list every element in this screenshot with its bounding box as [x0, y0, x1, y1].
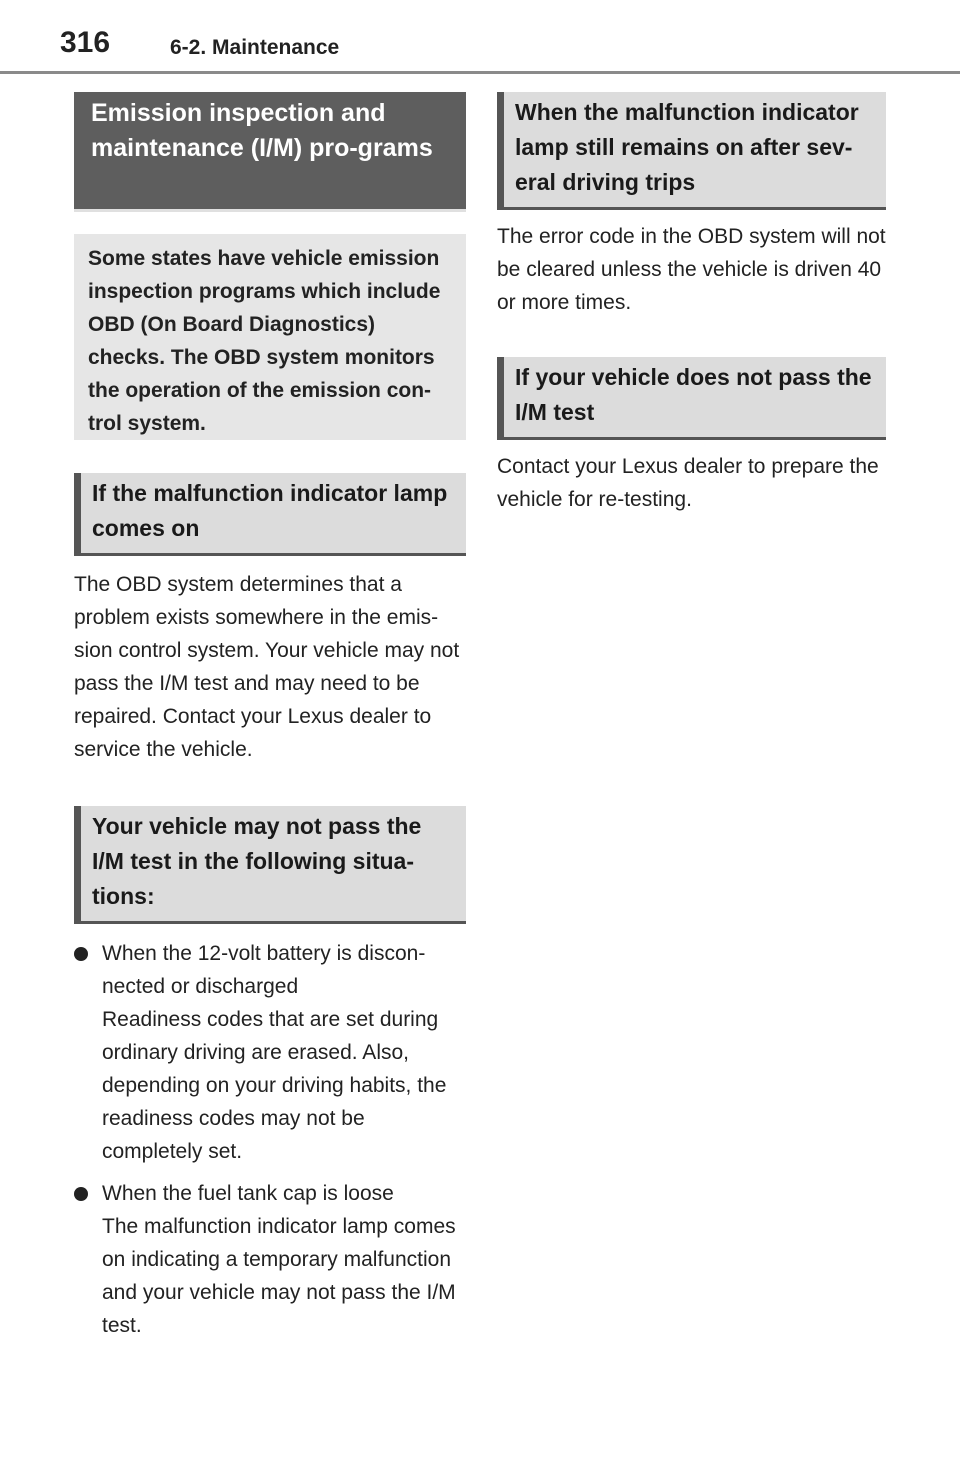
heading-may-not-pass: Your vehicle may not pass the I/M test in the following situa-tions:	[74, 806, 466, 924]
bullet-detail: The malfunction indicator lamp comes on indicating a temporary malfunction and your vehicle may not pass the I/M test.	[102, 1215, 456, 1337]
heading-lamp-remains-on: When the malfunction indicator lamp still remains on after sev-eral driving trips	[497, 92, 886, 210]
bullet-title: When the fuel tank cap is loose	[102, 1182, 394, 1205]
header-rule	[0, 71, 960, 74]
paragraph-malfunction-lamp: The OBD system determines that a problem exists somewhere in the emis-sion control system. Your vehicle may not pass the I/M test and may need to be repaired. Contact your Lexus dealer to service the vehicle.	[74, 573, 460, 761]
left-column	[74, 92, 466, 1342]
bullet-item-fuel-cap	[74, 1177, 466, 1342]
intro-box: Some states have vehicle emission inspection programs which include OBD (On Board Diagnostics) checks. The OBD system monitors the operation of the emission con-trol system.	[74, 234, 466, 440]
section-title: 6-2. Maintenance	[170, 36, 340, 59]
bullet-detail: Readiness codes that are set during ordinary driving are erased. Also, depending on your driving habits, the readiness codes may not be completely set.	[102, 1008, 447, 1163]
heading-does-not-pass: If your vehicle does not pass the I/M test	[497, 357, 886, 440]
bullet-icon	[74, 1187, 88, 1201]
paragraph-does-not-pass: Contact your Lexus dealer to prepare the vehicle for re-testing.	[497, 455, 879, 511]
bullet-icon	[74, 947, 88, 961]
bullet-item-battery	[74, 937, 466, 1168]
heading-malfunction-lamp: If the malfunction indicator lamp comes on	[74, 473, 466, 556]
paragraph-lamp-remains-on: The error code in the OBD system will not be cleared unless the vehicle is driven 40 or more times.	[497, 225, 886, 314]
page-header	[0, 0, 960, 76]
main-title: Emission inspection and maintenance (I/M) pro-grams	[74, 92, 466, 212]
right-column	[497, 92, 886, 516]
page-number: 316	[60, 26, 111, 59]
bullet-title: When the 12-volt battery is discon-nected or discharged	[102, 942, 426, 998]
